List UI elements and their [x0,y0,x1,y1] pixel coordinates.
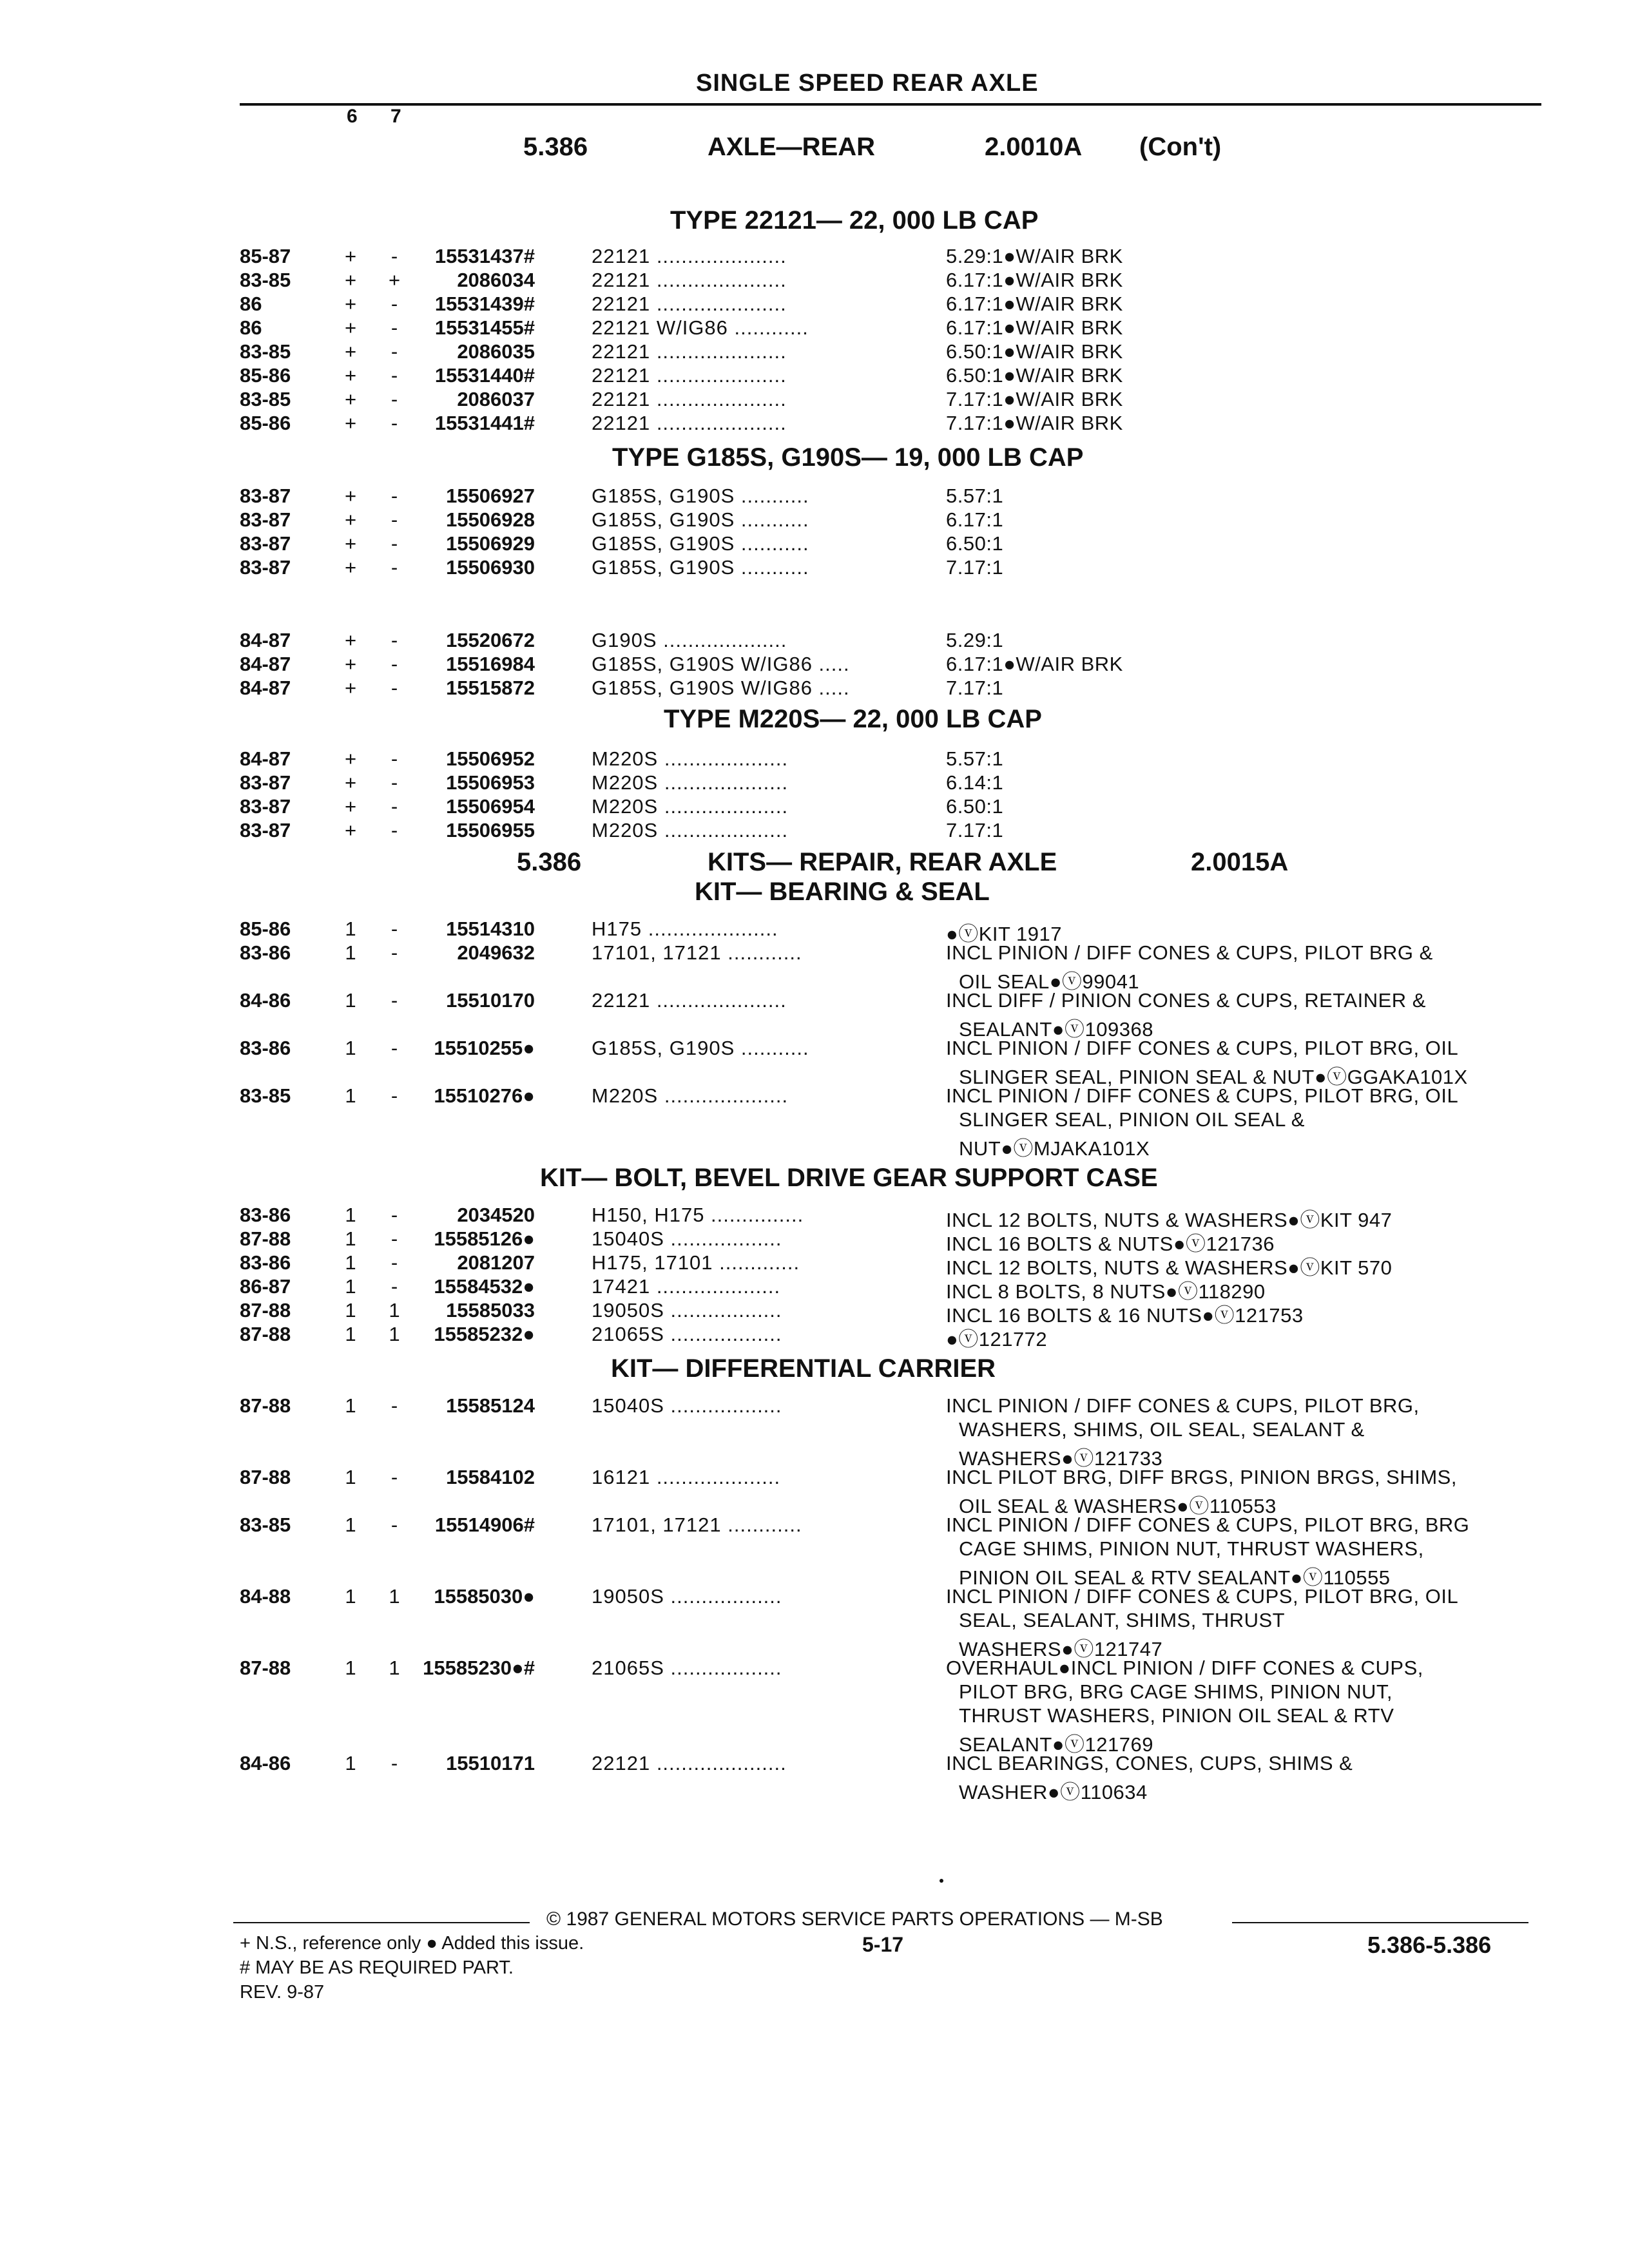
quantity-col-6: + [344,556,357,579]
quantity-col-7: - [390,629,398,651]
model-years: 83-86 [240,1037,291,1059]
part-number: 15585232● [434,1323,535,1345]
model-usage: H175, 17101 ............. [592,1251,800,1274]
subheading-kit-bolt: KIT— BOLT, BEVEL DRIVE GEAR SUPPORT CASE [540,1164,1158,1192]
part-number: 15531455# [434,316,535,339]
quantity-col-7: - [390,819,398,841]
model-usage: M220S .................... [592,771,789,794]
model-usage: H150, H175 ............... [592,1204,804,1226]
table-row [0,1323,1629,1350]
table-row [0,1299,1629,1327]
model-years: 83-87 [240,508,291,531]
part-number: 15510171 [446,1752,535,1774]
table-row [0,1251,1629,1279]
quantity-col-6: 1 [345,1204,356,1226]
description: INCL PINION / DIFF CONES & CUPS, PILOT BRG, OIL [946,1084,1459,1107]
model-usage: 22121 ..................... [592,1752,787,1774]
model-years: 85-86 [240,918,291,940]
description: 6.17:1●W/AIR BRK [946,316,1123,339]
description: 6.50:1●W/AIR BRK [946,340,1123,363]
table-row [0,316,1629,340]
quantity-col-7: - [390,1084,398,1107]
quantity-col-6: 1 [345,989,356,1012]
table-row [0,388,1629,412]
quantity-col-6: 1 [345,1657,356,1679]
quantity-col-6: + [344,747,357,770]
section-code: 2.0015A [1191,848,1289,876]
description: 6.50:1 [946,532,1004,555]
section-heading-axle [0,133,1629,166]
description: 7.17:1 [946,819,1004,841]
quantity-col-6: + [344,293,357,315]
quantity-col-6: + [344,771,357,794]
footer-rule-left [233,1922,530,1923]
model-years: 83-87 [240,556,291,579]
model-years: 85-86 [240,412,291,434]
quantity-col-7: - [390,245,398,267]
model-usage: 15040S .................. [592,1394,782,1417]
description: INCL PINION / DIFF CONES & CUPS, PILOT BRG, [946,1394,1420,1417]
model-years: 83-87 [240,819,291,841]
quantity-col-7: 1 [389,1585,400,1608]
part-number: 15506928 [446,508,535,531]
quantity-col-7: - [390,388,398,410]
model-years: 83-85 [240,1514,291,1536]
model-usage: 22121 ..................... [592,245,787,267]
model-usage: 22121 ..................... [592,412,787,434]
model-years: 83-85 [240,1084,291,1107]
model-usage: G185S, G190S ........... [592,532,809,555]
table-row [0,771,1629,795]
table-row [0,1514,1629,1537]
description: 7.17:1●W/AIR BRK [946,412,1123,434]
quantity-col-7: - [390,941,398,964]
description: 6.17:1●W/AIR BRK [946,269,1123,291]
quantity-col-7: 1 [389,1299,400,1321]
description-continued: SEAL, SEALANT, SHIMS, THRUST [959,1609,1286,1631]
quantity-col-6: + [344,629,357,651]
description: INCL 16 BOLTS & NUTS●ⓥ121736 [946,1233,1275,1255]
description-continued: NUT●ⓥMJAKA101X [959,1137,1150,1160]
quantity-col-7: - [390,1752,398,1774]
model-usage: 22121 ..................... [592,269,787,291]
quantity-col-6: 1 [345,1227,356,1250]
quantity-col-6: + [344,412,357,434]
quantity-col-6: 1 [345,1752,356,1774]
model-years: 87-88 [240,1657,291,1679]
model-years: 83-86 [240,1204,291,1226]
table-row [0,1037,1629,1061]
model-years: 86 [240,293,262,315]
quantity-col-6: 1 [345,1394,356,1417]
description-continued: CAGE SHIMS, PINION NUT, THRUST WASHERS, [959,1537,1424,1560]
model-usage: 22121 ..................... [592,340,787,363]
description-continued: WASHERS, SHIMS, OIL SEAL, SEALANT & [959,1418,1365,1441]
model-usage: H175 ..................... [592,918,778,940]
model-usage: 22121 ..................... [592,293,787,315]
quantity-col-6: + [344,388,357,410]
table-row [0,1394,1629,1418]
footer-revision: REV. 9-87 [240,1982,325,2003]
footer-note-as-required: # MAY BE AS REQUIRED PART. [240,1957,514,1978]
part-number: 15584102 [446,1466,535,1488]
model-usage: 22121 W/IG86 ............ [592,316,809,339]
part-number: 15585230●# [423,1657,535,1679]
quantity-col-6: 1 [345,1037,356,1059]
part-number: 15520672 [446,629,535,651]
model-usage: G185S, G190S W/IG86 ..... [592,677,850,699]
quantity-col-6: 1 [345,1514,356,1536]
table-row [0,941,1629,965]
model-years: 87-88 [240,1394,291,1417]
description-continued: OIL SEAL & WASHERS●ⓥ110553 [959,1495,1277,1517]
model-usage: G185S, G190S W/IG86 ..... [592,653,850,675]
table-row [0,485,1629,508]
subheading-type-m220s: TYPE M220S— 22, 000 LB CAP [664,705,1042,733]
table-row [0,1275,1629,1303]
table-row [0,412,1629,436]
model-usage: 19050S .................. [592,1585,782,1608]
description: 7.17:1 [946,556,1004,579]
quantity-col-6: + [344,819,357,841]
model-usage: G185S, G190S ........... [592,556,809,579]
quantity-col-6: + [344,340,357,363]
description-continued: SLINGER SEAL, PINION SEAL & NUT●ⓥGGAKA101X [959,1066,1468,1088]
quantity-col-6: + [344,245,357,267]
quantity-col-6: 1 [345,1084,356,1107]
model-years: 85-87 [240,245,291,267]
table-row [0,556,1629,580]
model-years: 86-87 [240,1275,291,1298]
page-number: 5-17 [862,1933,904,1956]
description: ●ⓥKIT 1917 [946,923,1062,945]
part-number: 15531440# [434,364,535,387]
description: 5.29:1 [946,629,1004,651]
subheading-type-22121: TYPE 22121— 22, 000 LB CAP [670,206,1039,235]
description: INCL PINION / DIFF CONES & CUPS, PILOT BRG, OIL [946,1037,1459,1059]
quantity-col-6: 1 [345,918,356,940]
description-continued: SLINGER SEAL, PINION OIL SEAL & [959,1108,1305,1131]
model-usage: 17101, 17121 ............ [592,941,802,964]
description: 7.17:1●W/AIR BRK [946,388,1123,410]
description: INCL 12 BOLTS, NUTS & WASHERS●ⓥKIT 947 [946,1209,1393,1231]
model-usage: M220S .................... [592,795,789,818]
quantity-col-7: - [390,918,398,940]
model-years: 83-85 [240,340,291,363]
quantity-col-7: 1 [389,1323,400,1345]
quantity-col-7: - [390,677,398,699]
model-usage: M220S .................... [592,819,789,841]
table-row [0,677,1629,700]
table-row [0,532,1629,556]
quantity-col-6: + [344,364,357,387]
model-years: 87-88 [240,1466,291,1488]
model-years: 87-88 [240,1299,291,1321]
quantity-col-7: - [390,340,398,363]
model-usage: G190S .................... [592,629,787,651]
table-row [0,795,1629,819]
description: 6.50:1●W/AIR BRK [946,364,1123,387]
table-row [0,1227,1629,1255]
part-number: 2086034 [457,269,535,291]
model-usage: G185S, G190S ........... [592,485,809,507]
description: INCL PINION / DIFF CONES & CUPS, PILOT BRG, BRG [946,1514,1470,1536]
quantity-col-6: 1 [345,1466,356,1488]
table-row [0,1657,1629,1680]
section-continued: (Con't) [1139,133,1222,161]
part-number: 15531439# [434,293,535,315]
description: INCL PINION / DIFF CONES & CUPS, PILOT BRG & [946,941,1433,964]
description: INCL PINION / DIFF CONES & CUPS, PILOT BRG, OIL [946,1585,1459,1608]
section-group: 5.386 [517,848,582,876]
quantity-col-7: - [390,1251,398,1274]
footer-copyright: © 1987 GENERAL MOTORS SERVICE PARTS OPERATIONS — M-SB [546,1908,1163,1930]
model-usage: M220S .................... [592,1084,789,1107]
part-number: 15506954 [446,795,535,818]
part-number: 15506927 [446,485,535,507]
section-code: 2.0010A [985,133,1083,161]
part-number: 2049632 [457,941,535,964]
model-years: 83-85 [240,269,291,291]
quantity-col-6: + [344,485,357,507]
quantity-col-7: - [390,485,398,507]
table-row [0,1585,1629,1609]
part-number: 15585033 [446,1299,535,1321]
quantity-col-6: + [344,795,357,818]
description: 6.50:1 [946,795,1004,818]
header-rule [240,103,1541,106]
model-usage: G185S, G190S ........... [592,1037,809,1059]
quantity-col-6: + [344,677,357,699]
quantity-col-6: 1 [345,1251,356,1274]
description-continued: THRUST WASHERS, PINION OIL SEAL & RTV [959,1704,1394,1727]
quantity-col-7: - [390,1466,398,1488]
table-row [0,245,1629,269]
subheading-type-g185s: TYPE G185S, G190S— 19, 000 LB CAP [612,443,1084,472]
model-years: 85-86 [240,364,291,387]
part-number: 15531441# [434,412,535,434]
stray-dot [940,1879,943,1883]
part-number: 15506955 [446,819,535,841]
description-continued: WASHERS●ⓥ121747 [959,1638,1163,1660]
table-row [0,364,1629,388]
model-years: 84-87 [240,629,291,651]
quantity-col-7: + [388,269,401,291]
page-title: SINGLE SPEED REAR AXLE [696,70,1039,97]
model-usage: M220S .................... [592,747,789,770]
part-number: 15531437# [434,245,535,267]
model-years: 86 [240,316,262,339]
section-name: AXLE—REAR [708,133,876,161]
part-number: 2034520 [457,1204,535,1226]
description-continued: PINION OIL SEAL & RTV SEALANT●ⓥ110555 [959,1566,1391,1589]
quantity-col-7: - [390,532,398,555]
section-group: 5.386 [523,133,588,161]
model-years: 87-88 [240,1227,291,1250]
table-row [0,1084,1629,1108]
table-row [0,629,1629,653]
part-number: 15510255● [434,1037,535,1059]
model-usage: 21065S .................. [592,1657,782,1679]
footer-note-reference: + N.S., reference only ● Added this issue. [240,1933,584,1954]
quantity-col-6: + [344,316,357,339]
quantity-col-6: 1 [345,1299,356,1321]
description-continued: PILOT BRG, BRG CAGE SHIMS, PINION NUT, [959,1680,1393,1703]
table-row [0,1466,1629,1490]
model-years: 84-86 [240,989,291,1012]
footer-section-range: 5.386-5.386 [1367,1932,1492,1958]
part-number: 15585126● [434,1227,535,1250]
model-years: 84-88 [240,1585,291,1608]
model-years: 83-87 [240,771,291,794]
quantity-col-7: - [390,653,398,675]
column-number-6: 6 [347,106,358,127]
quantity-col-6: + [344,508,357,531]
quantity-col-6: 1 [345,1585,356,1608]
description: 6.17:1●W/AIR BRK [946,653,1123,675]
model-years: 83-87 [240,795,291,818]
part-number: 15510276● [434,1084,535,1107]
section-name: KITS— REPAIR, REAR AXLE [708,848,1057,876]
description: 5.57:1 [946,485,1004,507]
model-years: 83-86 [240,941,291,964]
quantity-col-6: 1 [345,941,356,964]
quantity-col-6: 1 [345,1323,356,1345]
model-usage: 15040S .................. [592,1227,782,1250]
part-number: 15506929 [446,532,535,555]
model-years: 83-87 [240,485,291,507]
table-row [0,269,1629,293]
description: INCL BEARINGS, CONES, CUPS, SHIMS & [946,1752,1353,1774]
model-usage: 21065S .................. [592,1323,782,1345]
description-continued: SEALANT●ⓥ121769 [959,1733,1153,1756]
description-continued: WASHER●ⓥ110634 [959,1781,1148,1803]
description: INCL DIFF / PINION CONES & CUPS, RETAINER & [946,989,1426,1012]
model-years: 83-87 [240,532,291,555]
quantity-col-7: - [390,1227,398,1250]
part-number: 15514310 [446,918,535,940]
table-row [0,819,1629,843]
table-row [0,989,1629,1013]
model-usage: 22121 ..................... [592,989,787,1012]
quantity-col-7: - [390,412,398,434]
model-usage: 17101, 17121 ............ [592,1514,802,1536]
quantity-col-7: - [390,1204,398,1226]
part-number: 15510170 [446,989,535,1012]
model-years: 87-88 [240,1323,291,1345]
quantity-col-7: - [390,747,398,770]
model-usage: 17421 .................... [592,1275,781,1298]
model-usage: 22121 ..................... [592,364,787,387]
part-number: 15585124 [446,1394,535,1417]
quantity-col-6: 1 [345,1275,356,1298]
table-row [0,1752,1629,1776]
part-number: 2086037 [457,388,535,410]
part-number: 15585030● [434,1585,535,1608]
part-number: 2081207 [457,1251,535,1274]
model-years: 84-87 [240,653,291,675]
model-usage: G185S, G190S ........... [592,508,809,531]
part-number: 15506930 [446,556,535,579]
quantity-col-6: + [344,653,357,675]
quantity-col-7: - [390,293,398,315]
description: 6.17:1 [946,508,1004,531]
model-years: 84-87 [240,677,291,699]
table-row [0,918,1629,945]
section-heading-kits [0,848,1629,881]
description: 6.17:1●W/AIR BRK [946,293,1123,315]
model-years: 84-86 [240,1752,291,1774]
description-continued: WASHERS●ⓥ121733 [959,1447,1163,1470]
part-number: 15506953 [446,771,535,794]
quantity-col-7: - [390,989,398,1012]
quantity-col-7: - [390,508,398,531]
quantity-col-7: - [390,364,398,387]
model-years: 84-87 [240,747,291,770]
quantity-col-6: + [344,532,357,555]
part-number: 15516984 [446,653,535,675]
table-row [0,293,1629,316]
quantity-col-6: + [344,269,357,291]
description: 6.14:1 [946,771,1004,794]
model-years: 83-86 [240,1251,291,1274]
quantity-col-7: - [390,1514,398,1536]
description: 5.29:1●W/AIR BRK [946,245,1123,267]
description-continued: OIL SEAL●ⓥ99041 [959,970,1140,993]
part-number: 15514906# [434,1514,535,1536]
description: OVERHAUL●INCL PINION / DIFF CONES & CUPS, [946,1657,1423,1679]
table-row [0,653,1629,677]
model-usage: 22121 ..................... [592,388,787,410]
quantity-col-7: - [390,1394,398,1417]
model-usage: 19050S .................. [592,1299,782,1321]
table-row [0,508,1629,532]
quantity-col-7: - [390,1037,398,1059]
description: INCL 16 BOLTS & 16 NUTS●ⓥ121753 [946,1304,1304,1327]
description: 5.57:1 [946,747,1004,770]
model-years: 83-85 [240,388,291,410]
part-number: 2086035 [457,340,535,363]
description: ●ⓥ121772 [946,1328,1048,1350]
table-row [0,747,1629,771]
description: INCL 8 BOLTS, 8 NUTS●ⓥ118290 [946,1280,1266,1303]
description: INCL 12 BOLTS, NUTS & WASHERS●ⓥKIT 570 [946,1256,1393,1279]
column-number-7: 7 [390,106,401,127]
model-usage: 16121 .................... [592,1466,781,1488]
subheading-kit-bearing: KIT— BEARING & SEAL [695,878,990,906]
quantity-col-7: - [390,556,398,579]
footer-rule-right [1232,1922,1528,1923]
column-numbers [347,106,434,128]
table-row [0,1204,1629,1231]
quantity-col-7: - [390,1275,398,1298]
description-continued: SEALANT●ⓥ109368 [959,1018,1153,1041]
quantity-col-7: - [390,771,398,794]
subheading-kit-differential: KIT— DIFFERENTIAL CARRIER [611,1354,996,1383]
quantity-col-7: - [390,795,398,818]
description: 7.17:1 [946,677,1004,699]
part-number: 15515872 [446,677,535,699]
part-number: 15584532● [434,1275,535,1298]
description: INCL PILOT BRG, DIFF BRGS, PINION BRGS, SHIMS, [946,1466,1457,1488]
table-row [0,340,1629,364]
quantity-col-7: 1 [389,1657,400,1679]
part-number: 15506952 [446,747,535,770]
quantity-col-7: - [390,316,398,339]
